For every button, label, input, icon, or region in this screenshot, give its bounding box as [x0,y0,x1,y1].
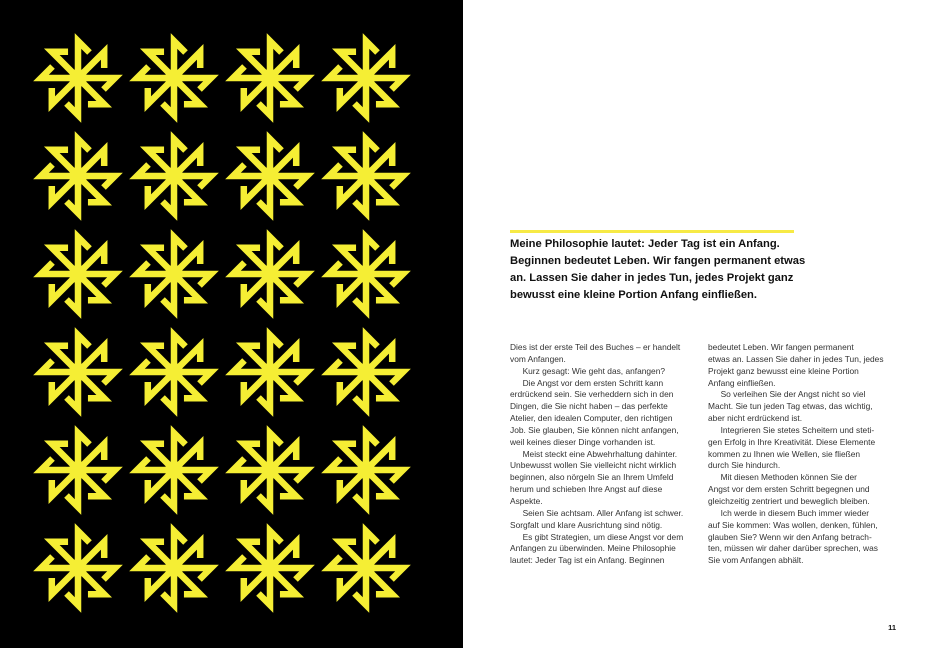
star-hub [69,167,87,185]
star-motif [137,335,211,409]
star-motif [233,531,307,605]
body-text-line: Anfang einfließen. [708,377,776,388]
body-text-line: auf Sie kommen: Was wollen, denken, fühlen, [708,519,878,530]
pull-quote-line: bewusst eine kleine Portion Anfang einfließen. [510,289,757,301]
star-motif [329,237,403,311]
body-text-line: aber nicht erdrückend ist. [708,413,803,424]
body-text-line: kommen zu Ihnen wie Wellen, sie fließen [708,448,861,459]
body-text-column-2 [708,342,896,567]
star-hub [165,363,183,381]
star-hub [165,559,183,577]
body-text-line: Atelier, den idealen Computer, den richtigen [510,413,673,424]
star-motif [233,139,307,213]
body-text-line: etwas an. Lassen Sie daher in jedes Tun, jedes [708,353,884,364]
body-text-column-1 [510,342,688,567]
star-hub [357,461,375,479]
body-text-line: Aspekte. [510,495,543,506]
body-text-line: glauben Sie? Wenn wir den Anfang betrach- [708,531,872,542]
body-text-line: Job. Sie glauben, Sie können nicht anfangen, [510,424,679,435]
right-page [463,0,926,648]
pull-quote-line: Meine Philosophie lautet: Jeder Tag ist ein Anfang. [510,238,780,250]
star-hub [69,69,87,87]
star-motif [41,237,115,311]
body-text-line: Sie vom Anfangen abhält. [708,555,804,566]
body-text-line: lautet: Jeder Tag ist ein Anfang. Beginnen [510,555,665,566]
star-hub [165,69,183,87]
body-text-line: Seien Sie achtsam. Aller Anfang ist schwer. [510,507,684,518]
star-hub [357,363,375,381]
star-hub [69,265,87,283]
star-motif [41,531,115,605]
body-text-line: erdrückend sein. Sie verheddern sich in den [510,389,674,400]
pull-quote-line: Beginnen bedeutet Leben. Wir fangen permanent etwas [510,255,806,267]
star-motif [233,433,307,507]
star-motif [233,237,307,311]
star-hub [261,559,279,577]
star-motif [329,41,403,115]
star-motif [41,139,115,213]
star-motif [329,531,403,605]
star-motif [329,139,403,213]
star-hub [357,167,375,185]
body-text-line: gleichzeitig zentriert und beweglich bleiben. [708,495,870,506]
body-text-line: Projekt ganz bewusst eine kleine Portion [708,365,859,376]
body-text-line: Mit diesen Methoden können Sie der [708,472,857,483]
body-text-line: weil keines dieser Dinge vorhanden ist. [510,436,656,447]
pull-quote [510,236,810,304]
body-text-line: Ich werde in diesem Buch immer wieder [708,507,870,518]
body-text-line: Macht. Sie tun jeden Tag etwas, das wichtig, [708,401,873,412]
body-text-line: herum und schieben Ihre Angst auf diese [510,484,663,495]
pull-quote-line: an. Lassen Sie daher in jedes Tun, jedes Projekt ganz [510,272,794,284]
body-text-line: ten, müssen wir daher darüber sprechen, was [708,543,878,554]
star-hub [165,461,183,479]
star-hub [261,167,279,185]
star-motif [137,237,211,311]
star-hub [261,265,279,283]
body-text-line: Sorgfalt und klare Ausrichtung sind nötig. [510,519,663,530]
star-hub [261,69,279,87]
body-text-line: Unbewusst wollen Sie vielleicht nicht wirklich [510,460,677,471]
body-text-line: Meist steckt eine Abwehrhaltung dahinter. [510,448,678,459]
body-text-line: Dingen, die Sie nicht haben – das perfekte [510,401,668,412]
star-hub [69,461,87,479]
body-text-line: vom Anfangen. [510,353,566,364]
star-hub [165,265,183,283]
star-hub [261,363,279,381]
body-text-line: Integrieren Sie stetes Scheitern und steti- [708,424,875,435]
body-text-line: Es gibt Strategien, um diese Angst vor dem [510,531,684,542]
body-text-line: Kurz gesagt: Wie geht das, anfangen? [510,365,666,376]
star-motif [137,41,211,115]
star-hub [357,559,375,577]
star-hub [69,363,87,381]
star-hub [261,461,279,479]
star-motif [233,335,307,409]
star-hub [165,167,183,185]
body-text-line: Die Angst vor dem ersten Schritt kann [510,377,664,388]
body-text-line: bedeutet Leben. Wir fangen permanent [708,342,854,352]
star-motif [137,139,211,213]
body-text-line: beginnen, also nörgeln Sie an Ihrem Umfeld [510,472,674,483]
accent-rule [510,230,794,233]
star-hub [69,559,87,577]
star-motif [233,41,307,115]
star-motif [329,335,403,409]
body-text-line: durch Sie hindurch. [708,460,781,471]
star-motif [329,433,403,507]
star-hub [357,69,375,87]
body-text-line: Anfangen zu überwinden. Meine Philosophie [510,543,676,554]
star-motif [137,433,211,507]
page-number: 11 [888,623,896,632]
body-text-line: So verleihen Sie der Angst nicht so viel [708,389,866,400]
body-text-line: Dies ist der erste Teil des Buches – er handelt [510,342,681,352]
body-text-line: Angst vor dem ersten Schritt begegnen und [708,484,870,495]
star-motif [41,41,115,115]
star-motif [41,335,115,409]
star-motif [137,531,211,605]
star-hub [357,265,375,283]
body-text-line: gen Erfolg in Ihre Kreativität. Diese Elemente [708,436,876,447]
star-motif [41,433,115,507]
